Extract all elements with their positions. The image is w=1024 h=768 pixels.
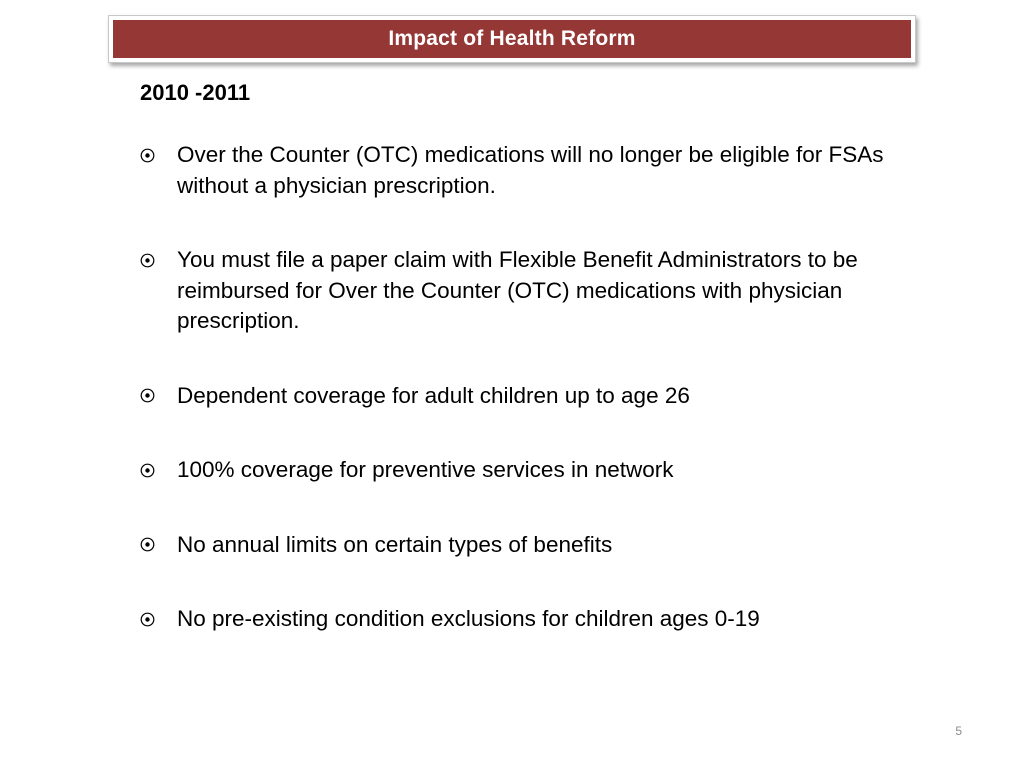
bullet-item (140, 455, 900, 486)
bullet-list (140, 140, 900, 635)
circled-dot-icon (140, 140, 177, 171)
circled-dot-icon (140, 604, 177, 635)
title-frame (108, 15, 916, 63)
bullet-text: Dependent coverage for adult children up to age 26 (177, 382, 690, 408)
year-subheading: 2010 -2011 (140, 80, 251, 105)
circled-dot-icon (140, 381, 177, 412)
title-bar (113, 20, 911, 58)
bullet-item (140, 604, 900, 635)
bullet-item (140, 245, 900, 337)
circled-dot-icon (140, 455, 177, 486)
circled-dot-icon (140, 530, 177, 561)
bullet-item (140, 381, 900, 412)
circled-dot-icon (140, 245, 177, 276)
bullet-text: You must file a paper claim with Flexible Benefit Administrators to be reimbursed for Over the Counter (OTC) medications with physician prescription. (177, 247, 858, 333)
bullet-text: 100% coverage for preventive services in network (177, 457, 674, 482)
slide-title: Impact of Health Reform (388, 27, 636, 50)
bullet-text: No annual limits on certain types of benefits (177, 531, 613, 557)
bullet-text: Over the Counter (OTC) medications will no longer be eligible for FSAs without a physician prescription. (177, 142, 884, 198)
bullet-item (140, 530, 900, 561)
page-number: 5 (955, 724, 962, 738)
bullet-item (140, 140, 900, 201)
bullet-text: No pre-existing condition exclusions for children ages 0-19 (177, 606, 760, 631)
